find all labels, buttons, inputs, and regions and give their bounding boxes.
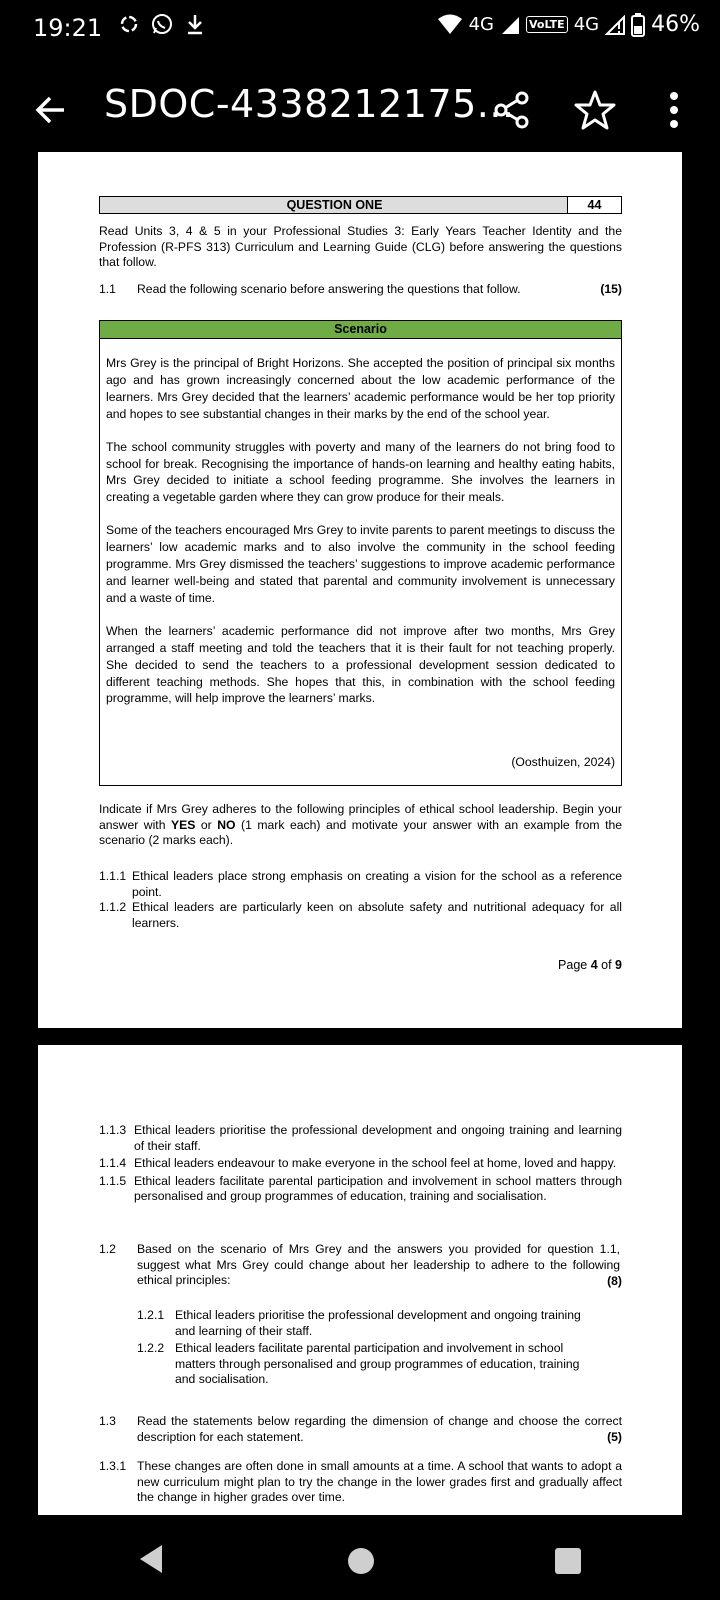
question-number: 1.2 <box>99 1242 116 1256</box>
star-icon[interactable] <box>573 88 617 132</box>
intro-text: Read Units 3, 4 & 5 in your Professional Studies 3: Early Years Teacher Identity and the Profession (R-PFS 313) Curriculum and Learning Guide (CLG) before answering the questions that follow. <box>99 224 622 269</box>
signal-icon-2 <box>605 15 625 35</box>
item-text: Ethical leaders are particularly keen on absolute safety and nutritional adequacy for all learners. <box>132 900 622 930</box>
question-number: 1.1 <box>99 282 116 296</box>
list-item <box>99 900 622 931</box>
page-label: Page <box>558 958 591 972</box>
nav-recents-icon[interactable] <box>555 1548 581 1574</box>
whatsapp-icon <box>150 12 174 36</box>
item-number: 1.1.3 <box>99 1123 127 1137</box>
instruction-yes: YES <box>170 817 196 832</box>
page-total: 9 <box>615 958 622 972</box>
question-1-3-1 <box>99 1459 622 1506</box>
scenario-citation: (Oosthuizen, 2024) <box>511 755 615 769</box>
item-number: 1.3.1 <box>99 1459 127 1473</box>
app-bar <box>0 70 720 150</box>
instruction-part: Indicate if Mrs Grey adheres to the following principles of ethical school leadership. Begin your answer with <box>99 802 622 832</box>
item-number: 1.2.1 <box>137 1308 165 1322</box>
document-page-4[interactable] <box>38 152 682 1028</box>
sync-icon <box>118 13 140 35</box>
scenario-paragraph: The school community struggles with poverty and many of the learners do not bring food to school for break. Recognising the importance of hands-on learning and healthy eating habits, Mrs Grey decided to initiate a school feeding programme. She involves the learners in creating a vegetable garden where they can grow produce for their meals. <box>106 439 615 505</box>
question-marks: (5) <box>607 1430 622 1444</box>
status-bar <box>0 0 720 56</box>
instruction-text <box>99 802 622 849</box>
document-page-5[interactable] <box>38 1045 682 1515</box>
item-number: 1.1.5 <box>99 1173 127 1188</box>
scenario-paragraph: Mrs Grey is the principal of Bright Horizons. She accepted the position of principal six months ago and has grown increasingly concerned about the low academic performance of the learners. Mrs Grey decided that the learners’ academic performance would be her top priority and hopes to see substantial changes in their marks by the end of the school year. <box>106 356 615 421</box>
page-of: of <box>597 958 616 972</box>
battery-icon <box>631 13 645 37</box>
question-text: Read the statements below regarding the dimension of change and choose the correct description for each statement. <box>137 1414 622 1444</box>
item-text: These changes are often done in small amounts at a time. A school that wants to adopt a new curriculum might plan to try the change in the lower grades first and gradually affect the change in higher grades over time. <box>137 1459 622 1504</box>
question-1-2 <box>99 1242 622 1289</box>
question-marks: (15) <box>600 282 622 296</box>
list-item <box>137 1308 597 1339</box>
network-type-2: 4G <box>573 14 600 35</box>
question-total-marks: 44 <box>567 197 621 213</box>
instruction-no: NO <box>217 817 236 832</box>
question-header <box>99 196 622 214</box>
question-text: Read the following scenario before answering the questions that follow. <box>137 282 521 296</box>
item-text: Ethical leaders facilitate parental participation and involvement in school matters through personalised and group programmes of education, training and socialisation. <box>175 1341 580 1386</box>
status-time: 19:21 <box>33 14 103 42</box>
sub-principles-list <box>137 1308 597 1388</box>
item-text: Ethical leaders prioritise the professional development and ongoing training and learning of their staff. <box>175 1308 581 1338</box>
question-1-1 <box>99 282 622 298</box>
more-vert-icon[interactable] <box>656 88 692 132</box>
battery-percent: 46% <box>651 12 700 37</box>
list-item <box>99 1123 622 1154</box>
instruction-part: (1 mark each) and motivate your answer with an example from the scenario (2 marks each). <box>99 817 623 847</box>
document-title: SDOC-4338212175... <box>104 82 515 126</box>
back-arrow-icon[interactable] <box>30 90 70 130</box>
list-item <box>99 1156 622 1172</box>
page-current: 4 <box>590 958 598 972</box>
instruction-part: or <box>195 817 218 832</box>
scenario-paragraph: When the learners’ academic performance did not improve after two months, Mrs Grey arranged a staff meeting and told the teachers that it is their fault for not teaching properly. She decided to send the teachers to a professional development session dedicated to different teaching methods. She hopes that this, in combination with the school feeding programme, will help improve the learners’ marks. <box>106 623 615 706</box>
question-1-3 <box>99 1414 622 1446</box>
item-number: 1.2.2 <box>137 1341 165 1355</box>
volte-badge: VoLTE <box>526 16 568 33</box>
nav-back-icon[interactable] <box>136 1542 166 1576</box>
principles-list <box>99 869 622 931</box>
item-number: 1.1.2 <box>99 900 127 914</box>
item-text: Ethical leaders endeavour to make everyone in the school feel at home, loved and happy. <box>134 1156 617 1170</box>
item-number: 1.1.1 <box>99 869 127 883</box>
scenario-box <box>99 320 622 786</box>
nav-home-icon[interactable] <box>348 1548 374 1574</box>
system-nav-bar <box>0 1520 720 1600</box>
signal-icon <box>500 15 520 35</box>
list-item <box>99 869 622 900</box>
scenario-paragraph: Some of the teachers encouraged Mrs Grey to invite parents to parent meetings to discuss the learners’ low academic marks and to also involve the community in the school feeding programme. Mrs Grey dismissed the teachers’ suggestions to improve academic performance and learner well-being and stated that parental and community involvement is unnecessary and a waste of time. <box>106 523 615 605</box>
item-text: Ethical leaders place strong emphasis on creating a vision for the school as a reference point. <box>132 869 622 899</box>
page-number <box>558 958 622 972</box>
network-type: 4G <box>468 14 494 35</box>
share-icon[interactable] <box>490 88 534 132</box>
question-marks: (8) <box>607 1273 622 1288</box>
item-text: Ethical leaders prioritise the professional development and ongoing training and learning of their staff. <box>134 1123 622 1153</box>
list-item <box>99 1174 622 1205</box>
list-item <box>137 1341 597 1388</box>
scenario-heading: Scenario <box>100 321 621 339</box>
item-text: Ethical leaders facilitate parental participation and involvement in school matters through personalised and group programmes of education, training and socialisation. <box>134 1173 622 1203</box>
download-icon <box>184 12 206 36</box>
question-title: QUESTION ONE <box>286 198 383 212</box>
question-number: 1.3 <box>99 1414 116 1428</box>
question-text: Based on the scenario of Mrs Grey and the answers you provided for question 1.1, suggest what Mrs Grey could change about her leadership to adhere to the following ethical principles: <box>137 1242 620 1287</box>
item-number: 1.1.4 <box>99 1156 127 1170</box>
wifi-icon <box>437 14 463 36</box>
principles-list-cont <box>99 1123 622 1205</box>
